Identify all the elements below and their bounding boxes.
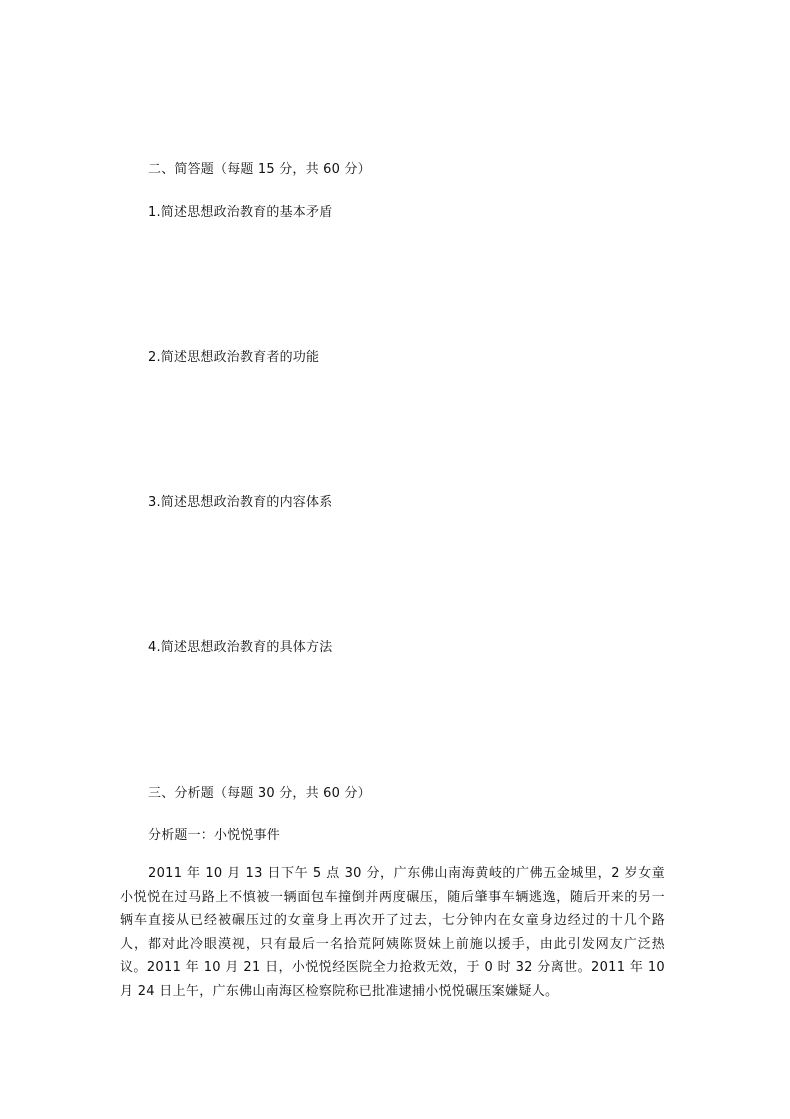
case-1-paragraph (120, 862, 665, 1004)
question-3: 3.简述思想政治教育的内容体系 (148, 495, 333, 510)
question-2: 2.简述思想政治教育者的功能 (148, 350, 320, 365)
question-4: 4.简述思想政治教育的具体方法 (148, 640, 333, 655)
case-1-body: 2011 年 10 月 13 日下午 5 点 30 分，广东佛山南海黄岐的广佛五金城里，2 岁女童小悦悦在过马路上不慎被一辆面包车撞倒并两度碾压，随后肇事车辆逃逸，随后开来的另一辆车直接从已经被碾压过的女童身上再次开了过去，七分钟内在女童身边经过的十几个路人，都对此冷眼漠视，只有最后一名拾荒阿姨陈贤妹上前施以援手，由此引发网友广泛热议。2011 年 10 月 21 日，小悦悦经医院全力抢救无效，于 0 时 32 分离世。2011 年 10 月 24 日上午，广东佛山南海区检察院称已批准逮捕小悦悦碾压案嫌疑人。 (120, 866, 665, 999)
question-1: 1.简述思想政治教育的基本矛盾 (148, 205, 333, 220)
section-3-heading: 三、分析题（每题 30 分，共 60 分） (148, 786, 371, 801)
case-1-title: 分析题一：小悦悦事件 (148, 828, 281, 843)
section-2-heading: 二、简答题（每题 15 分，共 60 分） (148, 162, 371, 177)
